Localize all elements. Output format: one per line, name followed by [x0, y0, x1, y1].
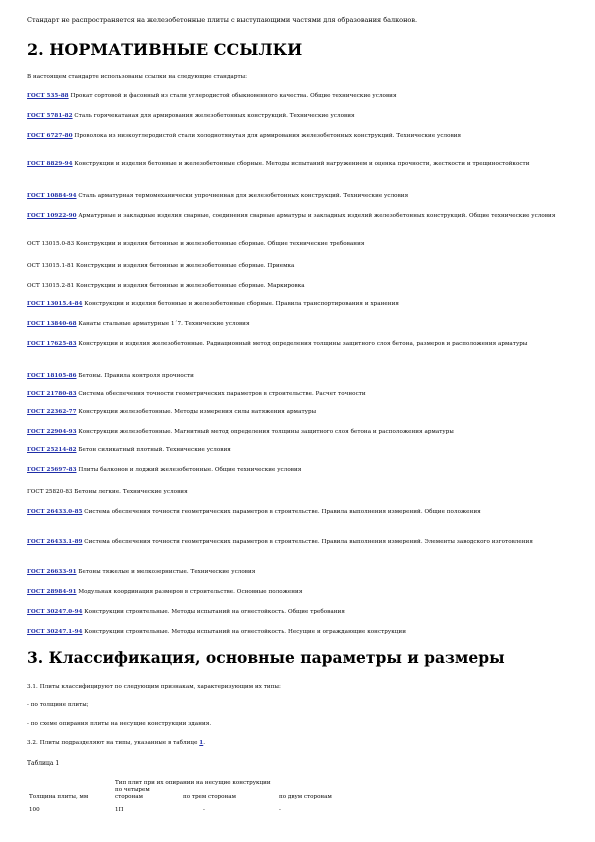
standard-link[interactable]: ГОСТ 26433.1-89 [27, 539, 83, 545]
section-2-heading: 2. НОРМАТИВНЫЕ ССЫЛКИ [27, 40, 303, 59]
reference-item [27, 538, 567, 547]
reference-item [27, 466, 567, 475]
reference-item [27, 262, 567, 271]
subheader-four-sides: по четырем сторонам [115, 787, 150, 800]
reference-item [27, 508, 567, 517]
standard-title: Модульная координация размеров в строительстве. Основные положения [78, 589, 303, 595]
reference-item [27, 192, 567, 201]
col-thickness-header: Толщина плиты, мм [29, 794, 89, 800]
reference-item [27, 372, 567, 381]
standard-link[interactable]: ГОСТ 535-88 [27, 93, 69, 99]
standard-title: Конструкции строительные. Методы испытаний на огнестойкость. Несущие и ограждающие конструкции [84, 629, 406, 635]
intro-paragraph: Стандарт не распространяется на железобетонные плиты с выступающими частями для образования балконов. [27, 16, 418, 24]
reference-item [27, 390, 567, 399]
standard-link[interactable]: ГОСТ 21780-83 [27, 391, 77, 397]
standard-link[interactable]: ГОСТ 26433.0-85 [27, 509, 83, 515]
para-3-1: 3.1. Плиты классифицируют по следующим признакам, характеризующим их типы: [27, 684, 281, 690]
standard-title: Конструкции железобетонные. Магнитный метод определения толщины защитного слоя бетона и расположения арматуры [78, 429, 454, 435]
standard-title: Канаты стальные арматурные 1´7. Технические условия [78, 321, 250, 327]
standard-link[interactable]: ГОСТ 17625-83 [27, 341, 77, 347]
reference-item [27, 446, 567, 455]
standard-title: Система обеспечения точности геометрических параметров в строительстве. Правила выполнения измерений. Элементы заводского изготовления [84, 539, 533, 545]
para-thickness: - по толщине плиты; [27, 702, 89, 708]
standard-title: Прокат сортовой и фасонный из стали углеродистой обыкновенного качества. Общие технические условия [70, 93, 397, 99]
reference-item [27, 92, 567, 101]
table-1 [27, 780, 371, 814]
standard-title: Конструкции и изделия бетонные и железобетонные сборные. Маркировка [76, 283, 305, 289]
reference-item [27, 568, 567, 577]
standard-link[interactable]: ГОСТ 26633-91 [27, 569, 77, 575]
standard-link[interactable]: ГОСТ 25697-83 [27, 467, 77, 473]
standard-title: Сталь арматурная термомеханически упрочненная для железобетонных конструкций. Технические условия [78, 193, 409, 199]
standard-link[interactable]: ГОСТ 18105-86 [27, 373, 77, 379]
reference-item [27, 160, 567, 169]
subheader-two-sides: по двум сторонам [279, 794, 332, 800]
standard-title: Конструкции железобетонные. Методы измерения силы натяжения арматуры [78, 409, 317, 415]
standard-title: Система обеспечения точности геометрических параметров в строительстве. Расчет точности [78, 391, 366, 397]
standard-title: Бетоны легкие. Технические условия [74, 489, 188, 495]
standard-title: Конструкции и изделия бетонные и железобетонные сборные. Общие технические требования [76, 241, 365, 247]
table-title: Таблица 1 [27, 760, 60, 767]
reference-item [27, 282, 567, 291]
standard-title: Конструкции и изделия бетонные и железобетонные сборные. Правила транспортирования и хранения [84, 301, 399, 307]
reference-item [27, 340, 567, 349]
reference-item [27, 408, 567, 417]
reference-item [27, 240, 567, 249]
para-3-2-text: 3.2. Плиты подразделяют на типы, указанные в таблице [27, 740, 200, 746]
reference-item [27, 428, 567, 437]
reference-item [27, 628, 567, 637]
standard-link[interactable]: ГОСТ 28984-91 [27, 589, 77, 595]
reference-item [27, 488, 567, 497]
standard-title: Бетоны тяжелые и мелкозернистые. Технические условия [78, 569, 256, 575]
standard-title: Плиты балконов и лоджий железобетонные. Общие технические условия [78, 467, 302, 473]
table-cell: - [279, 807, 281, 813]
reference-item [27, 588, 567, 597]
standard-code: ГОСТ 25820-83 [27, 489, 73, 495]
table-cell: 1П [115, 807, 124, 813]
standard-title: Сталь горячекатаная для армирования железобетонных конструкций. Технические условия [74, 113, 355, 119]
standard-code: ОСТ 13015.0-83 [27, 241, 75, 247]
standard-title: Конструкции и изделия железобетонные. Радиационный метод определения толщины защитного слоя бетона, размеров и расположения арматуры [78, 341, 528, 347]
standard-title: Арматурные и закладные изделия сварные, соединения сварные арматуры и закладных изделий железобетонных конструкций. Общие технические условия [78, 213, 556, 219]
standard-title: Бетоны. Правила контроля прочности [78, 373, 194, 379]
standard-code: ОСТ 13015.2-81 [27, 283, 75, 289]
reference-item [27, 212, 567, 221]
reference-item [27, 112, 567, 121]
standard-link[interactable]: ГОСТ 5781-82 [27, 113, 73, 119]
standard-title: Проволока из низкоуглеродистой стали холоднотянутая для армирования железобетонных конструкций. Технические условия [74, 133, 462, 139]
standard-link[interactable]: ГОСТ 30247.1-94 [27, 629, 83, 635]
para-3-2-end: . [203, 740, 206, 746]
standard-link[interactable]: ГОСТ 10884-94 [27, 193, 77, 199]
standard-title: Бетон силикатный плотный. Технические условия [78, 447, 231, 453]
standard-title: Конструкции и изделия бетонные и железобетонные сборные. Методы испытаний нагружением и оценка прочности, жесткости и трещиностойкости [74, 161, 530, 167]
standard-link[interactable]: ГОСТ 10922-90 [27, 213, 77, 219]
standard-link[interactable]: ГОСТ 8829-94 [27, 161, 73, 167]
standard-link[interactable]: ГОСТ 30247.0-94 [27, 609, 83, 615]
standard-link[interactable]: ГОСТ 22904-93 [27, 429, 77, 435]
reference-item [27, 300, 567, 309]
standard-link[interactable]: ГОСТ 13015.4-84 [27, 301, 83, 307]
standard-link[interactable]: ГОСТ 22362-77 [27, 409, 77, 415]
para-support-scheme: - по схеме опирания плиты на несущие конструкции здания. [27, 721, 212, 727]
section-2-lead: В настоящем стандарте использованы ссылки на следующие стандарты: [27, 74, 248, 80]
standard-title: Конструкции и изделия бетонные и железобетонные сборные. Приемка [76, 263, 295, 269]
standard-title: Система обеспечения точности геометрических параметров в строительстве. Правила выполнения измерений. Общие положения [84, 509, 481, 515]
table-cell: 100 [29, 807, 40, 813]
table-1-link[interactable]: 1 [199, 740, 204, 746]
standard-link[interactable]: ГОСТ 6727-80 [27, 133, 73, 139]
standard-link[interactable]: ГОСТ 25214-82 [27, 447, 77, 453]
support-group-header: Тип плит при их опирании на несущие конструкции [115, 780, 271, 786]
section-3-heading: 3. Классификация, основные параметры и размеры [27, 648, 505, 667]
reference-item [27, 608, 567, 617]
reference-item [27, 132, 567, 141]
standard-title: Конструкции строительные. Методы испытаний на огнестойкость. Общие требования [84, 609, 345, 615]
table-cell: - [203, 807, 205, 813]
standard-link[interactable]: ГОСТ 13840-68 [27, 321, 77, 327]
subheader-three-sides: по трем сторонам [183, 794, 236, 800]
standard-code: ОСТ 13015.1-81 [27, 263, 75, 269]
para-3-2 [27, 739, 567, 748]
reference-item [27, 320, 567, 329]
